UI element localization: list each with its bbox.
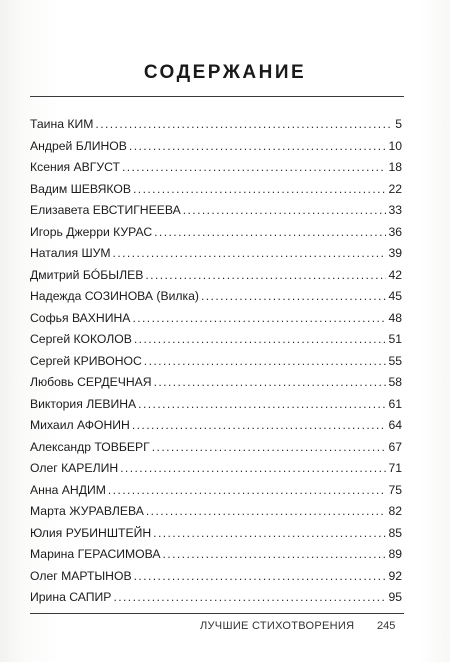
toc-author-last-name: СОЗИНОВА (Вилка) — [84, 289, 199, 303]
toc-dot-leader — [134, 569, 387, 583]
toc-author-name — [30, 289, 199, 303]
toc-page-number: 75 — [388, 482, 402, 497]
toc-author-first-name: Софья — [30, 310, 69, 325]
toc-dot-leader — [113, 590, 386, 604]
toc-entry — [30, 311, 402, 333]
toc-author-last-name: МАРТЫНОВ — [61, 568, 132, 583]
toc-author-last-name: РУБИНШТЕЙН — [65, 525, 152, 540]
toc-author-first-name: Александр — [30, 439, 91, 454]
toc-entry — [30, 418, 402, 440]
footer-page-number: 245 — [377, 620, 396, 632]
toc-author-first-name: Ксения — [30, 160, 71, 174]
toc-dot-leader — [132, 311, 386, 325]
toc-author-first-name: Марина — [30, 547, 75, 561]
toc-page-number: 18 — [388, 160, 402, 174]
toc-entry — [30, 569, 402, 591]
toc-author-name — [30, 526, 151, 540]
toc-author-name — [30, 547, 161, 561]
toc-dot-leader — [113, 246, 387, 260]
toc-entry — [30, 139, 402, 161]
toc-page-number: 85 — [388, 525, 402, 540]
toc-entry — [30, 504, 402, 526]
toc-author-first-name: Юлия — [30, 525, 63, 540]
toc-author-last-name: АВГУСТ — [73, 160, 120, 174]
toc-page-number: 36 — [388, 224, 402, 239]
toc-author-name — [30, 483, 106, 497]
toc-author-name — [30, 397, 136, 411]
toc-entry — [30, 268, 402, 290]
toc-dot-leader — [163, 547, 387, 561]
toc-author-first-name: Таина — [30, 117, 64, 131]
toc-page-number: 58 — [388, 375, 402, 389]
toc-author-first-name: Михаил — [30, 418, 74, 432]
toc-author-name — [30, 160, 120, 174]
toc-entry — [30, 246, 402, 268]
toc-entry — [30, 117, 402, 139]
toc-author-last-name: ТОВБЕРГ — [94, 439, 150, 454]
toc-author-name — [30, 203, 181, 217]
toc-page-number: 95 — [388, 590, 402, 604]
toc-entry — [30, 397, 402, 419]
toc-entry — [30, 440, 402, 462]
toc-author-last-name: БЛИНОВ — [75, 138, 127, 153]
toc-author-last-name: КИМ — [67, 117, 94, 131]
toc-author-name — [30, 504, 144, 518]
toc-author-last-name: КРИВОНОС — [73, 353, 142, 368]
toc-author-first-name: Надежда — [30, 289, 82, 303]
toc-page-number: 42 — [388, 267, 402, 282]
toc-entry — [30, 225, 402, 247]
toc-author-last-name: КУРАС — [113, 224, 153, 239]
toc-author-first-name: Наталия — [30, 246, 79, 260]
toc-author-name — [30, 117, 93, 131]
toc-author-last-name: БÓБЫЛЕВ — [82, 267, 144, 282]
toc-author-last-name: КОКОЛОВ — [73, 332, 132, 346]
toc-page-number: 33 — [388, 203, 402, 217]
toc-author-first-name: Вадим — [30, 181, 68, 196]
toc-author-name — [30, 332, 132, 346]
top-divider — [30, 96, 404, 97]
toc-entry — [30, 289, 402, 311]
toc-author-name — [30, 311, 130, 325]
toc-dot-leader — [144, 354, 387, 368]
toc-author-name — [30, 182, 131, 196]
toc-page-number: 92 — [388, 568, 402, 583]
toc-dot-leader — [129, 139, 387, 153]
toc-page-number: 82 — [388, 504, 402, 518]
toc-entry — [30, 547, 402, 569]
toc-author-last-name: ЖУРАВЛЕВА — [69, 504, 144, 518]
toc-author-name — [30, 569, 132, 583]
toc-author-name — [30, 246, 111, 260]
toc-author-last-name: ГЕРАСИМОВА — [77, 547, 161, 561]
toc-dot-leader — [153, 526, 386, 540]
toc-author-last-name: АНДИМ — [61, 482, 106, 497]
toc-page-number: 45 — [388, 289, 402, 303]
toc-dot-leader — [152, 440, 387, 454]
bottom-divider — [30, 613, 404, 614]
toc-author-last-name: ВАХНИНА — [71, 310, 131, 325]
toc-author-last-name: ШЕВЯКОВ — [70, 181, 132, 196]
toc-author-last-name: САПИР — [69, 590, 112, 604]
toc-dot-leader — [95, 117, 393, 131]
toc-dot-leader — [134, 332, 387, 346]
toc-entry — [30, 203, 402, 225]
toc-entry — [30, 354, 402, 376]
toc-page-number: 61 — [388, 396, 402, 411]
toc-author-first-name: Марта — [30, 504, 66, 518]
toc-author-last-name: АФОНИН — [77, 418, 130, 432]
toc-page-number: 55 — [388, 353, 402, 368]
toc-page-number: 48 — [388, 310, 402, 325]
toc-author-first-name: Ирина — [30, 590, 66, 604]
toc-dot-leader — [183, 203, 387, 217]
toc-author-name — [30, 590, 111, 604]
toc-author-first-name: Олег — [30, 461, 58, 475]
toc-author-name — [30, 225, 152, 239]
toc-author-name — [30, 440, 150, 454]
toc-author-first-name: Виктория — [30, 396, 83, 411]
toc-author-first-name: Анна — [30, 482, 59, 497]
toc-dot-leader — [154, 225, 386, 239]
toc-dot-leader — [201, 289, 386, 303]
toc-author-first-name: Елизавета — [30, 203, 90, 217]
toc-page-number: 71 — [388, 461, 402, 475]
toc-entry — [30, 375, 402, 397]
toc-author-last-name: ШУМ — [81, 246, 111, 260]
page-title: СОДЕРЖАНИЕ — [143, 62, 307, 83]
toc-dot-leader — [132, 418, 387, 432]
toc-author-first-name: Дмитрий — [30, 267, 80, 282]
toc-author-first-name: Олег — [30, 568, 58, 583]
toc-page-number: 39 — [388, 246, 402, 260]
toc-entry — [30, 483, 402, 505]
toc-dot-leader — [122, 160, 386, 174]
toc-author-last-name: КАРЕЛИН — [61, 461, 119, 475]
toc-author-name — [30, 268, 143, 282]
toc-entry — [30, 590, 402, 612]
toc-author-name — [30, 461, 118, 475]
toc-author-name — [30, 354, 142, 368]
toc-author-first-name: Андрей — [30, 138, 73, 153]
toc-dot-leader — [108, 483, 387, 497]
toc-page-number: 51 — [388, 332, 402, 346]
toc-page-number: 5 — [395, 117, 402, 131]
toc-page-number: 22 — [388, 181, 402, 196]
toc-author-last-name: СЕРДЕЧНАЯ — [77, 375, 152, 389]
toc-entry — [30, 332, 402, 354]
toc-dot-leader — [133, 182, 386, 196]
toc-dot-leader — [145, 268, 386, 282]
toc-dot-leader — [138, 397, 386, 411]
toc-page-number: 10 — [388, 138, 402, 153]
toc-author-first-name: Игорь Джерри — [30, 224, 110, 239]
toc-author-first-name: Сергей — [30, 332, 71, 346]
toc-author-last-name: ЛЕВИНА — [86, 396, 137, 411]
table-of-contents — [30, 117, 402, 612]
toc-entry — [30, 461, 402, 483]
footer-book-title: ЛУЧШИЕ СТИХОТВОРЕНИЯ — [200, 620, 355, 632]
toc-entry — [30, 160, 402, 182]
toc-author-last-name: ЕВСТИГНЕЕВА — [92, 203, 181, 217]
toc-entry — [30, 182, 402, 204]
toc-dot-leader — [120, 461, 386, 475]
toc-page-number: 67 — [388, 439, 402, 454]
toc-author-name — [30, 139, 127, 153]
toc-author-name — [30, 375, 152, 389]
toc-dot-leader — [146, 504, 387, 518]
toc-author-first-name: Сергей — [30, 353, 71, 368]
toc-dot-leader — [154, 375, 387, 389]
toc-page-number: 89 — [388, 547, 402, 561]
toc-author-name — [30, 418, 130, 432]
toc-page-number: 64 — [388, 418, 402, 432]
toc-entry — [30, 526, 402, 548]
toc-author-first-name: Любовь — [30, 375, 74, 389]
